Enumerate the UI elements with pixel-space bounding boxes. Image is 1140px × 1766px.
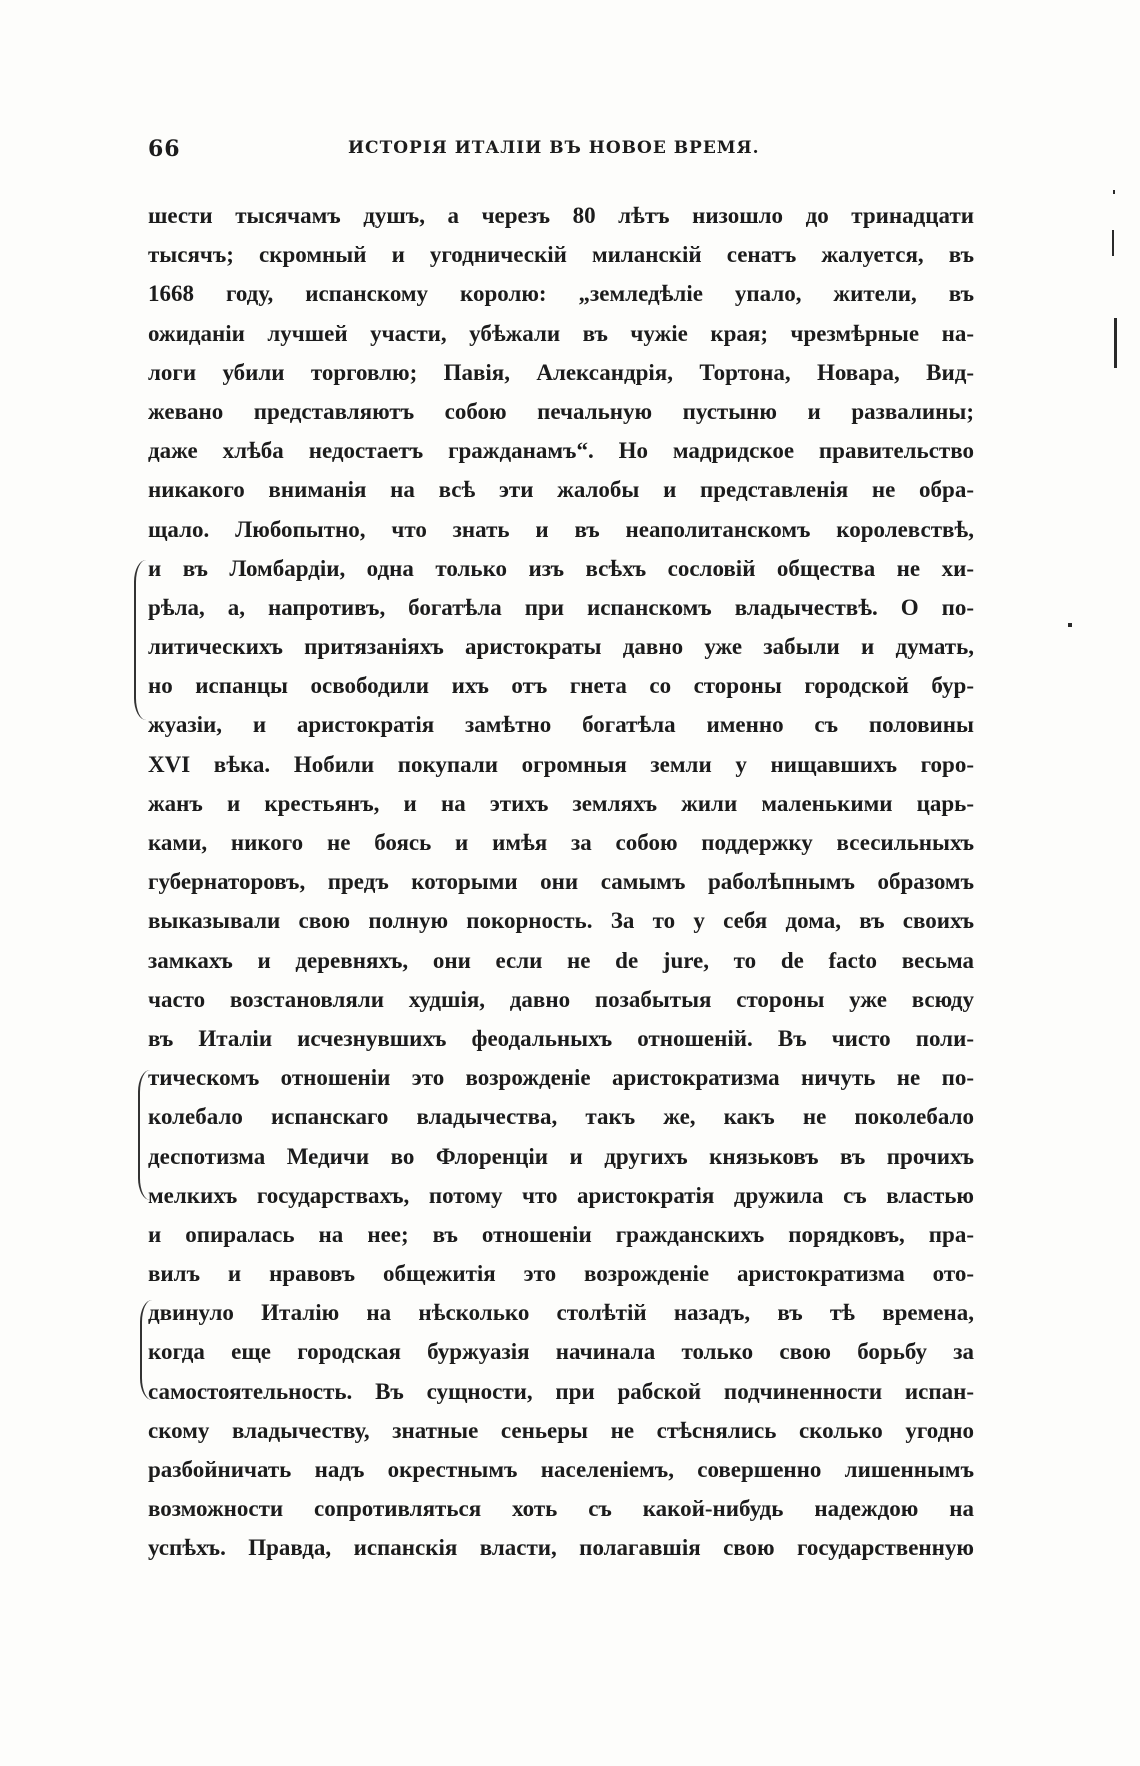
text-line: колебало испанскаго владычества, такъ же, какъ не поколебало	[148, 1104, 974, 1130]
margin-bracket-mark	[138, 1070, 150, 1200]
text-line: замкахъ и деревняхъ, они если не de jure, то de facto весьма	[148, 947, 974, 973]
text-line: ками, никого не боясь и имѣя за собою поддержку всесильныхъ	[148, 830, 974, 855]
text-line: разбойничать надъ окрестнымъ населеніемъ, совершенно лишеннымъ	[148, 1457, 974, 1482]
text-line: часто возстановляли худшія, давно позабытыя стороны уже всюду	[148, 986, 974, 1012]
text-line: и въ Ломбардіи, одна только изъ всѣхъ сословій общества не хи-	[148, 555, 974, 581]
text-line: вилъ и нравовъ общежитія это возрожденіе аристократизма ото-	[148, 1261, 974, 1287]
text-line: никакого вниманія на всѣ эти жалобы и представленія не обра-	[148, 477, 974, 503]
text-line: шести тысячамъ душъ, а черезъ 80 лѣтъ низошло до тринадцати	[148, 203, 974, 228]
text-line: жевано представляютъ собою печальную пустыню и развалины;	[148, 398, 974, 424]
scan-artifact-mark	[1068, 623, 1072, 627]
text-line: самостоятельность. Въ сущности, при рабской подчиненности испан-	[148, 1378, 974, 1404]
text-line: скому владычеству, знатные сеньеры не стѣснялись сколько угодно	[148, 1417, 974, 1443]
text-line: логи убили торговлю; Павія, Александрія, Тортона, Новара, Вид-	[148, 359, 974, 385]
text-line: выказывали свою полную покорность. За то у себя дома, въ своихъ	[148, 908, 974, 934]
running-title: ИСТОРІЯ ИТАЛІИ ВЪ НОВОЕ ВРЕМЯ.	[348, 138, 760, 158]
text-line: тическомъ отношеніи это возрожденіе аристократизма ничуть не по-	[148, 1065, 974, 1091]
text-line: литическихъ притязаніяхъ аристократы давно уже забыли и думать,	[148, 634, 974, 660]
margin-bracket-mark	[134, 560, 146, 720]
text-line: возможности сопротивляться хоть съ какой-нибудь надеждою на	[148, 1496, 974, 1522]
text-line: успѣхъ. Правда, испанскія власти, полагавшія свою государственную	[148, 1535, 974, 1561]
scan-artifact-mark	[1113, 190, 1115, 194]
text-line: когда еще городская буржуазія начинала только свою борьбу за	[148, 1339, 974, 1365]
text-line: ожиданіи лучшей участи, убѣжали въ чужіе края; чрезмѣрные на-	[148, 320, 974, 346]
text-line: щало. Любопытно, что знать и въ неаполитанскомъ королевствѣ,	[148, 516, 974, 542]
body-text	[148, 196, 974, 1568]
text-line: деспотизма Медичи во Флоренціи и другихъ князьковъ въ прочихъ	[148, 1143, 974, 1169]
text-line: рѣла, а, напротивъ, богатѣла при испанскомъ владычествѣ. О по-	[148, 594, 974, 620]
text-line: двинуло Италію на нѣсколько столѣтій назадъ, въ тѣ времена,	[148, 1300, 974, 1326]
margin-bracket-mark	[140, 1300, 152, 1400]
scan-artifact-mark	[1114, 318, 1117, 368]
text-line: жуазіи, и аристократія замѣтно богатѣла именно съ половины	[148, 712, 974, 738]
text-line: XVI вѣка. Нобили покупали огромныя земли у нищавшихъ горо-	[148, 751, 974, 777]
text-line: въ Италіи исчезнувшихъ феодальныхъ отношеній. Въ чисто поли-	[148, 1025, 974, 1051]
text-line: даже хлѣба недостаетъ гражданамъ“. Но мадридское правительство	[148, 438, 974, 464]
running-head	[148, 136, 978, 170]
text-line: 1668 году, испанскому королю: „земледѣліе упало, жители, въ	[148, 281, 974, 307]
page-number: 66	[148, 136, 181, 162]
text-line: жанъ и крестьянъ, и на этихъ земляхъ жили маленькими царь-	[148, 790, 974, 816]
text-line: мелкихъ государствахъ, потому что аристократія дружила съ властью	[148, 1182, 974, 1208]
text-line: губернаторовъ, предъ которыми они самымъ раболѣпнымъ образомъ	[148, 869, 974, 895]
text-line: и опиралась на нее; въ отношеніи гражданскихъ порядковъ, пра-	[148, 1221, 974, 1247]
text-line: но испанцы освободили ихъ отъ гнета со стороны городской бур-	[148, 673, 974, 699]
text-line: тысячъ; скромный и угодническій миланскій сенатъ жалуется, въ	[148, 242, 974, 268]
scan-artifact-mark	[1112, 230, 1114, 256]
